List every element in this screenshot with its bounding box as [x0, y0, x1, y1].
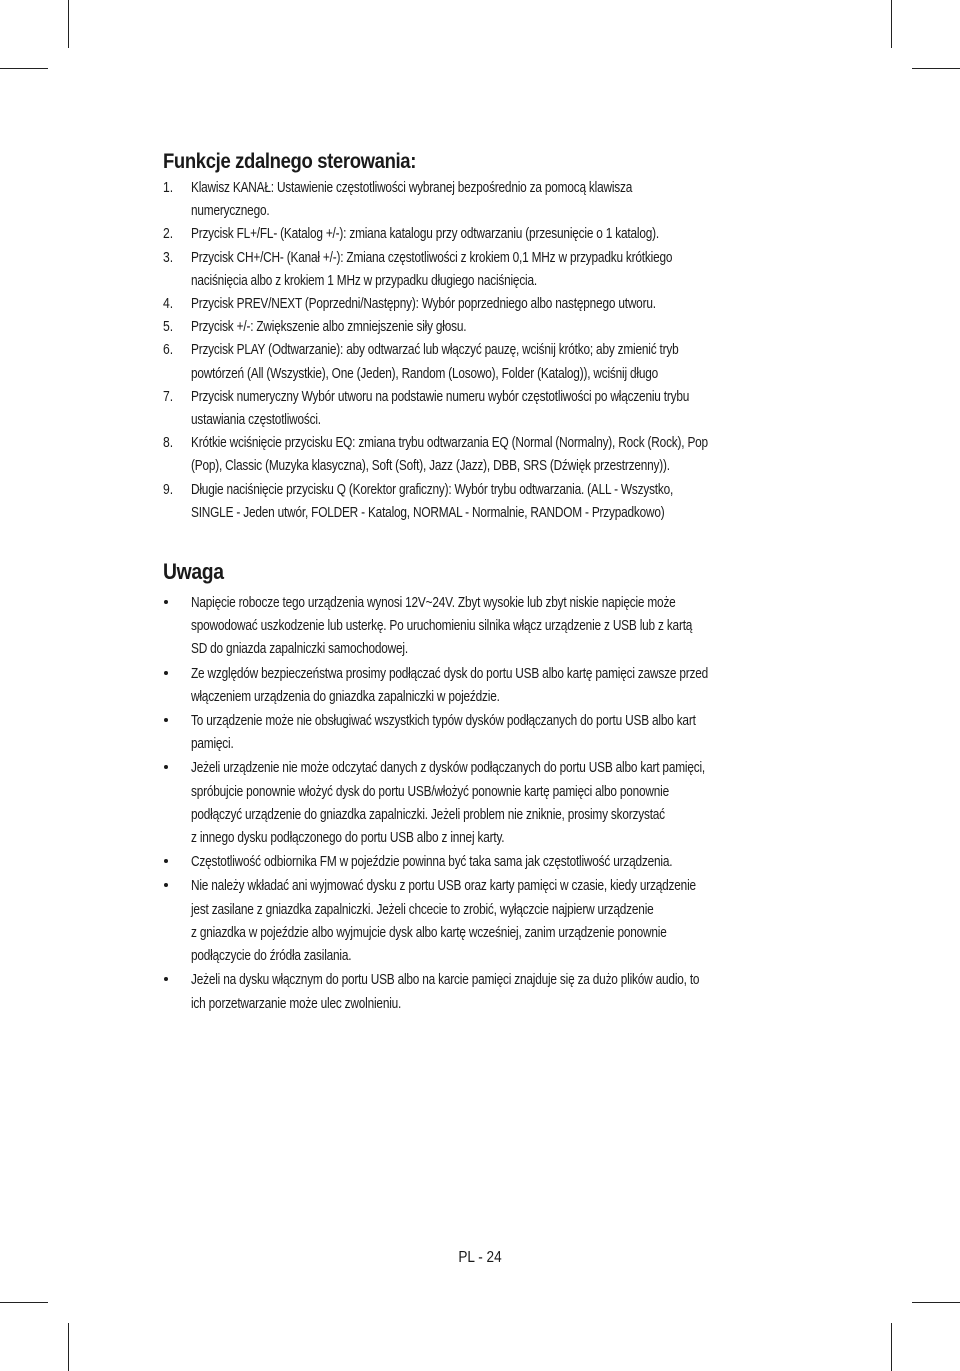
function-item-text-line: powtórzeń (All (Wszystkie), One (Jeden), Random (Losowo), Folder (Katalog)), wciśnij długo: [191, 364, 659, 382]
note-item: [163, 874, 803, 967]
note-item-text-line: ich porzetwarzanie może ulec zwolnieniu.: [191, 994, 402, 1012]
function-item-text-line: Krótkie wciśnięcie przycisku EQ: zmiana trybu odtwarzania EQ (Normal (Normalny), Rock (Rock), Pop: [191, 434, 708, 452]
function-item-text-line: Przycisk numeryczny Wybór utworu na podstawie numeru wybór częstotliwości po włączeniu trybu: [191, 387, 690, 405]
crop-mark-top-left-vertical: [68, 0, 69, 48]
function-item-number: 8.: [163, 434, 174, 452]
bullet-icon: [164, 765, 168, 769]
bullet-icon: [164, 859, 168, 863]
note-item-text-line: włączeniem urządzenia do gniazdka zapalniczki w pojeździe.: [191, 687, 500, 705]
functions-list: [163, 176, 803, 524]
note-item: [163, 591, 803, 661]
function-item-number: 2.: [163, 225, 174, 243]
function-item: [163, 315, 803, 338]
crop-mark-top-left-horizontal: [0, 68, 48, 69]
crop-mark-bottom-right-vertical: [891, 1323, 892, 1371]
note-item: [163, 968, 803, 1014]
uwaga-heading: Uwaga: [163, 559, 224, 585]
note-item-text-line: Nie należy wkładać ani wyjmować dysku z portu USB oraz karty pamięci w czasie, kiedy urządzenie: [191, 877, 696, 895]
note-item-text-line: Jeżeli na dysku włącznym do portu USB albo na karcie pamięci znajduje się za dużo plików audio, to: [191, 971, 700, 989]
note-item-text-line: To urządzenie może nie obsługiwać wszystkich typów dysków podłączanych do portu USB albo kart: [191, 712, 696, 730]
note-item-text-line: podłączycie do źródła zasilania.: [191, 947, 352, 965]
note-item-text-line: spróbujcie ponownie włożyć dysk do portu USB/włożyć ponownie kartę pamięci albo ponownie: [191, 782, 670, 800]
function-item: [163, 431, 803, 477]
note-item-text-line: SD do gniazda zapalniczki samochodowej.: [191, 640, 408, 658]
functions-heading: Funkcje zdalnego sterowania:: [163, 150, 417, 173]
function-item: [163, 176, 803, 222]
function-item: [163, 222, 803, 245]
crop-mark-top-right-vertical: [891, 0, 892, 48]
bullet-icon: [164, 883, 168, 887]
function-item-number: 5.: [163, 318, 174, 336]
function-item-number: 7.: [163, 387, 174, 405]
function-item-text-line: Przycisk CH+/CH- (Kanał +/-): Zmiana częstotliwości z krokiem 0,1 MHz w przypadku krótkiego: [191, 248, 673, 266]
function-item: [163, 338, 803, 384]
note-item: [163, 662, 803, 708]
function-item-number: 9.: [163, 480, 174, 498]
function-item-text-line: Klawisz KANAŁ: Ustawienie częstotliwości wybranej bezpośrednio za pomocą klawisza: [191, 179, 633, 196]
note-item-text-line: Napięcie robocze tego urządzenia wynosi 12V~24V. Zbyt wysokie lub zbyt niskie napięcie może: [191, 594, 676, 612]
function-item-text-line: numerycznego.: [191, 202, 270, 220]
function-item-text-line: Przycisk PREV/NEXT (Poprzedni/Następny): Wybór poprzedniego albo następnego utworu.: [191, 295, 656, 313]
function-item-text-line: (Pop), Classic (Muzyka klasyczna), Soft (Soft), Jazz (Jazz), DBB, SRS (Dźwięk przestrzenny)).: [191, 457, 670, 475]
bullet-icon: [164, 671, 168, 675]
note-item-text-line: Częstotliwość odbiornika FM w pojeździe powinna być taka sama jak częstotliwość urządzenia.: [191, 853, 673, 871]
function-item-number: 1.: [163, 179, 174, 196]
function-item-number: 3.: [163, 248, 174, 266]
bullet-icon: [164, 977, 168, 981]
note-item-text-line: podłączyć urządzenie do gniazdka zapalniczki. Jeżeli problem nie zniknie, prosimy skorzystać: [191, 805, 665, 823]
function-item-text-line: Długie naciśnięcie przycisku Q (Korektor graficzny): Wybór trybu odtwarzania. (ALL - Wszystko,: [191, 480, 674, 498]
function-item-text-line: Przycisk FL+/FL- (Katalog +/-): zmiana katalogu przy odtwarzaniu (przesunięcie o 1 katalog).: [191, 225, 659, 243]
function-item: [163, 385, 803, 431]
function-item: [163, 246, 803, 292]
function-item-text-line: Przycisk PLAY (Odtwarzanie): aby odtwarzać lub włączyć pauzę, wciśnij krótko; aby zmienić tryb: [191, 341, 679, 359]
function-item-text-line: Przycisk +/-: Zwiększenie albo zmniejszenie siły głosu.: [191, 318, 467, 336]
function-item-text-line: ustawiania częstotliwości.: [191, 411, 321, 429]
function-item: [163, 292, 803, 315]
function-item: [163, 478, 803, 524]
crop-mark-top-right-horizontal: [912, 68, 960, 69]
note-item: [163, 850, 803, 873]
manual-page: [163, 150, 803, 1016]
note-item: [163, 756, 803, 849]
bullet-icon: [164, 600, 168, 604]
page-number: PL - 24: [458, 1249, 502, 1266]
note-item-text-line: jest zasilane z gniazdka zapalniczki. Jeżeli chcecie to zrobić, wyłączcie najpierw urządzenie: [191, 900, 654, 918]
function-item-number: 4.: [163, 295, 174, 313]
function-item-number: 6.: [163, 341, 174, 359]
crop-mark-bottom-left-vertical: [68, 1323, 69, 1371]
note-item-text-line: Ze względów bezpieczeństwa prosimy podłączać dysk do portu USB albo kartę pamięci zawsze przed: [191, 664, 708, 682]
note-item-text-line: spowodować uszkodzenie lub usterkę. Po uruchomieniu silnika włącz urządzenie z USB lub z kartą: [191, 617, 693, 635]
notes-list: [163, 591, 803, 1015]
bullet-icon: [164, 718, 168, 722]
note-item-text-line: z gniazdka w pojeździe albo wyjmujcie dysk albo kartę wcześniej, zanim urządzenie ponownie: [191, 923, 667, 941]
note-item-text-line: Jeżeli urządzenie nie może odczytać danych z dysków podłączanych do portu USB albo kart pamięci,: [191, 759, 705, 777]
note-item: [163, 709, 803, 755]
note-item-text-line: pamięci.: [191, 735, 234, 753]
crop-mark-bottom-right-horizontal: [912, 1302, 960, 1303]
function-item-text-line: SINGLE - Jeden utwór, FOLDER - Katalog, NORMAL - Normalnie, RANDOM - Przypadkowo): [191, 503, 665, 521]
crop-mark-bottom-left-horizontal: [0, 1302, 48, 1303]
function-item-text-line: naciśnięcia albo z krokiem 1 MHz w przypadku długiego naciśnięcia.: [191, 271, 537, 289]
note-item-text-line: z innego dysku podłączonego do portu USB albo z innej karty.: [191, 829, 505, 847]
